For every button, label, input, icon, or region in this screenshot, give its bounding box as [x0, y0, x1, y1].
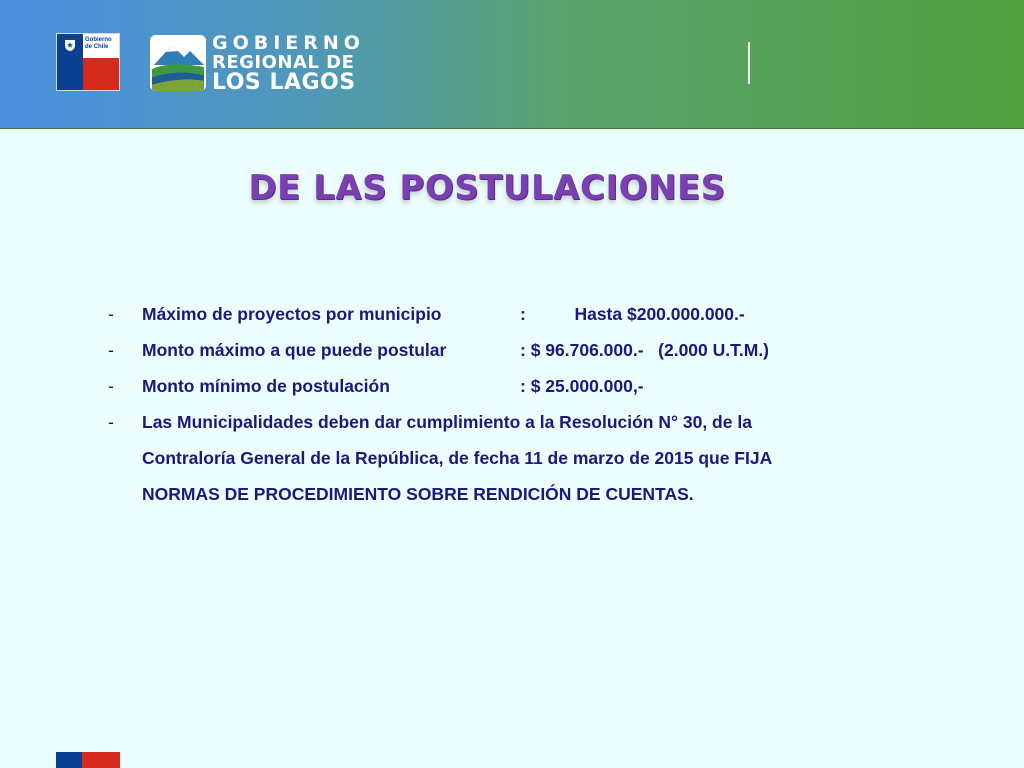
bullet-dash: - [108, 412, 114, 432]
footer-flag-icon [56, 752, 120, 768]
bullet-dash: - [108, 304, 114, 324]
item-label: Monto máximo a que puede postular [142, 340, 447, 360]
item-value: : $ 25.000.000,- [520, 376, 644, 396]
gore-line-1: GOBIERNO [212, 32, 365, 54]
bullet-dash: - [108, 340, 114, 360]
list-item [108, 332, 928, 368]
item-label: Máximo de proyectos por municipio [142, 304, 442, 324]
postulation-details [108, 296, 928, 512]
header-banner [0, 0, 1024, 129]
list-item [108, 368, 928, 404]
list-item [108, 296, 928, 332]
slide-title: DE LAS POSTULACIONES [248, 168, 726, 208]
paragraph-line: Las Municipalidades deben dar cumplimiento a la Resolución N° 30, de la [142, 412, 752, 432]
item-label: Monto mínimo de postulación [142, 376, 390, 396]
bullet-dash: - [108, 376, 114, 396]
gore-line-2: REGIONAL DE [212, 52, 355, 73]
paragraph-line: NORMAS DE PROCEDIMIENTO SOBRE RENDICIÓN DE CUENTAS. [142, 484, 694, 504]
chile-logo-text: Gobierno de Chile [85, 37, 112, 50]
gore-wordmark [212, 33, 365, 94]
gobierno-de-chile-logo-icon [56, 33, 120, 91]
mountains-logo-icon [150, 35, 206, 91]
paragraph-line: Contraloría General de la República, de fecha 11 de marzo de 2015 que FIJA [142, 448, 773, 468]
header-divider [748, 42, 750, 84]
gore-line-3: LOS LAGOS [212, 70, 356, 95]
item-value: : $ 96.706.000.- (2.000 U.T.M.) [520, 340, 770, 360]
item-value: : Hasta $200.000.000.- [520, 304, 745, 324]
resolution-paragraph [108, 404, 928, 512]
